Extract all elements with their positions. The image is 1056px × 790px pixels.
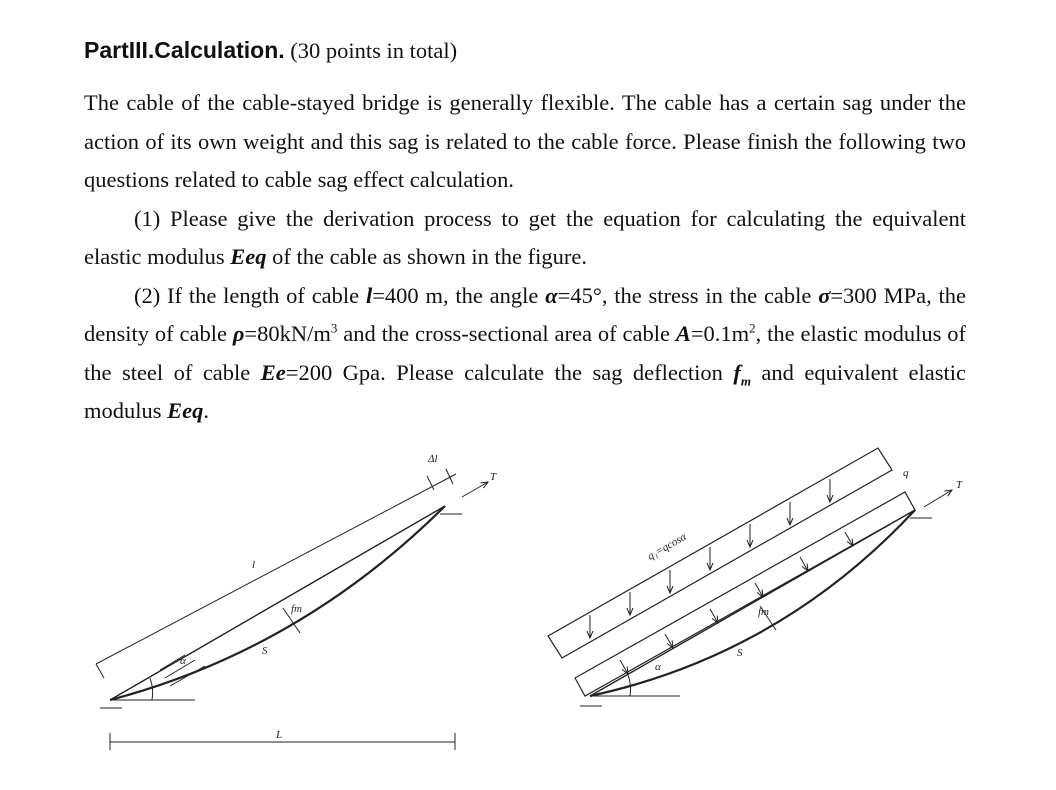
chord-line (590, 510, 915, 696)
q1-text-a: (1) Please give the derivation process to get the equation for calculating the equivalent elastic modulus (84, 205, 966, 269)
q2-text: , the elastic modulus of the steel of cable (84, 321, 966, 385)
heading-part-text: PartIII.Calculation. (84, 37, 285, 63)
label-tension: T (490, 471, 497, 483)
load-arrows (590, 479, 853, 674)
normal-load-arrow (755, 583, 763, 597)
q2-superscript: 3 (330, 320, 338, 336)
label-angle: α (655, 661, 661, 673)
right-diagram (548, 448, 952, 706)
label-delta-l: Δl (428, 453, 438, 465)
label-sag: fm (291, 603, 302, 615)
q1-symbol-text: Eeq (230, 244, 267, 269)
label-arc-length: S (737, 647, 743, 659)
q2-superscript: 2 (749, 320, 756, 336)
length-dimension-line (96, 474, 456, 664)
normal-load-arrow (800, 557, 808, 571)
chord-line (110, 506, 445, 700)
angle-hatch (170, 666, 205, 686)
q2-subscript-m: m (740, 373, 751, 388)
q2-text: =45°, the stress in the cable (557, 282, 819, 308)
q2-text: (2) If the length of cable (134, 282, 366, 308)
q2-symbol-a: A (675, 321, 691, 346)
q2-text: and equivalent elastic modulus (84, 359, 967, 423)
question-1 (84, 200, 966, 277)
q2-symbol-alpha: α (545, 282, 558, 308)
label-q1: q₁=qcosα (645, 530, 689, 563)
q2-symbol-sigma: σ (818, 282, 831, 308)
label-tension: T (956, 479, 963, 491)
intro-paragraph: The cable of the cable-stayed bridge is generally flexible. The cable has a certain sag under the action of its own weight and this sag is related to the cable force. Please finish the following two questions related to cable sag effect calculation. (84, 90, 966, 192)
q2-text: =400 m, the angle (372, 282, 546, 308)
tension-arrow (462, 482, 488, 497)
q2-text: =80kN/m (244, 321, 331, 346)
section-heading (84, 37, 457, 64)
label-arc-length: S (262, 645, 268, 657)
heading-part (84, 37, 285, 63)
label-angle: α (180, 655, 186, 667)
normal-load-arrow (710, 609, 718, 623)
tension-arrow (924, 490, 952, 507)
q2-text: =200 Gpa. Please calculate the sag deflection (285, 359, 734, 385)
q2-text: and the cross-sectional area of cable (337, 321, 676, 346)
q2-symbol-eeq: Eeq (167, 398, 204, 423)
problem-body (84, 84, 966, 431)
normal-load-arrow (845, 532, 853, 546)
perpendicular-load-strip (575, 492, 915, 696)
q1-symbol-eeq (230, 244, 266, 269)
label-cable-length: l (252, 559, 256, 571)
label-span: L (276, 729, 283, 741)
label-q: q (903, 467, 909, 479)
cable-sag-diagram (90, 440, 990, 780)
q2-symbol-f: f (733, 359, 741, 385)
q1-text-b: of the cable as shown in the figure. (266, 244, 588, 269)
q2-text: . (203, 398, 210, 423)
normal-load-arrow (665, 634, 673, 648)
label-sag: fm (758, 606, 769, 618)
q2-symbol-rho: ρ (232, 321, 245, 346)
q2-symbol-l: l (365, 282, 373, 308)
question-2 (84, 277, 966, 431)
q2-symbol-ee: Ee (260, 359, 286, 385)
normal-load-arrow (620, 660, 628, 674)
dimension-tick (96, 664, 104, 678)
heading-points: (30 points in total) (290, 38, 458, 63)
q2-text: =300 MPa, the density of cable (84, 282, 967, 346)
cable-figure (90, 440, 990, 780)
q2-text: =0.1m (690, 321, 750, 346)
